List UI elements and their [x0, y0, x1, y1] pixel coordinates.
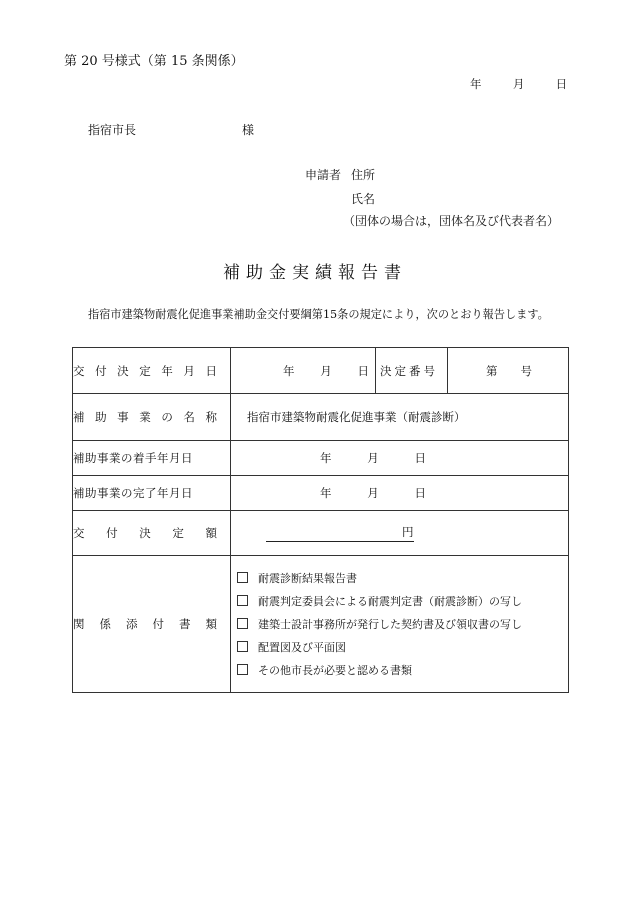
amount-label: 交 付 決 定 額: [73, 511, 231, 556]
row-project-name: [73, 394, 569, 441]
report-date: [470, 76, 567, 92]
decision-number-field[interactable]: 第 号: [448, 348, 569, 394]
attachments-list: [231, 567, 568, 682]
project-name-label: 補 助 事 業 の 名 称: [73, 394, 231, 441]
checkbox-icon[interactable]: [237, 641, 248, 652]
amount-field[interactable]: [231, 511, 569, 556]
end-date-field[interactable]: 年 月 日: [231, 476, 569, 511]
date-month: 月: [512, 77, 525, 91]
checkbox-icon[interactable]: [237, 595, 248, 606]
start-date-label: 補助事業の着手年月日: [73, 441, 231, 476]
attachment-item: 耐震判定委員会による耐震判定書（耐震診断）の写し: [237, 590, 568, 613]
decision-date-label: 交 付 決 定 年 月 日: [73, 348, 231, 394]
attachment-item: その他市長が必要と認める書類: [237, 659, 568, 682]
applicant-name-label: 氏名: [351, 192, 376, 206]
decision-date-field[interactable]: 年 月 日: [231, 348, 376, 394]
attachment-item: 配置図及び平面図: [237, 636, 568, 659]
attachments-label: 関 係 添 付 書 類: [73, 556, 231, 693]
amount-unit: 円: [402, 525, 414, 539]
checkbox-icon[interactable]: [237, 572, 248, 583]
row-decision-date: [73, 348, 569, 394]
document-title: 補助金実績報告書: [223, 263, 407, 283]
form-number: 第 20 号様式（第 15 条関係）: [64, 54, 244, 69]
checkbox-icon[interactable]: [237, 618, 248, 629]
applicant-address-label: 住所: [351, 168, 376, 182]
addressee-name: 指宿市長: [88, 123, 137, 137]
applicant-role: 申請者: [305, 168, 342, 182]
start-date-field[interactable]: 年 月 日: [231, 441, 569, 476]
amount-line: [266, 524, 414, 542]
row-end-date: [73, 476, 569, 511]
checkbox-icon[interactable]: [237, 664, 248, 675]
decision-number-label: 決定番号: [376, 348, 448, 394]
attachment-item: 耐震診断結果報告書: [237, 567, 568, 590]
row-attachments: [73, 556, 569, 693]
row-start-date: [73, 441, 569, 476]
row-amount: [73, 511, 569, 556]
intro-text: 指宿市建築物耐震化促進事業補助金交付要綱第15条の規定により，次のとおり報告します。: [88, 308, 549, 321]
date-year: 年: [470, 77, 482, 91]
end-date-label: 補助事業の完了年月日: [73, 476, 231, 511]
attachments-list-cell: [231, 556, 569, 693]
attachment-item: 建築士設計事務所が発行した契約書及び領収書の写し: [237, 613, 568, 636]
project-name-value: 指宿市建築物耐震化促進事業（耐震診断）: [231, 394, 569, 441]
report-table: [72, 347, 569, 693]
date-day: 日: [555, 77, 568, 91]
addressee-honorific: 様: [242, 123, 255, 137]
group-note: （団体の場合は，団体名及び代表者名）: [343, 214, 560, 228]
